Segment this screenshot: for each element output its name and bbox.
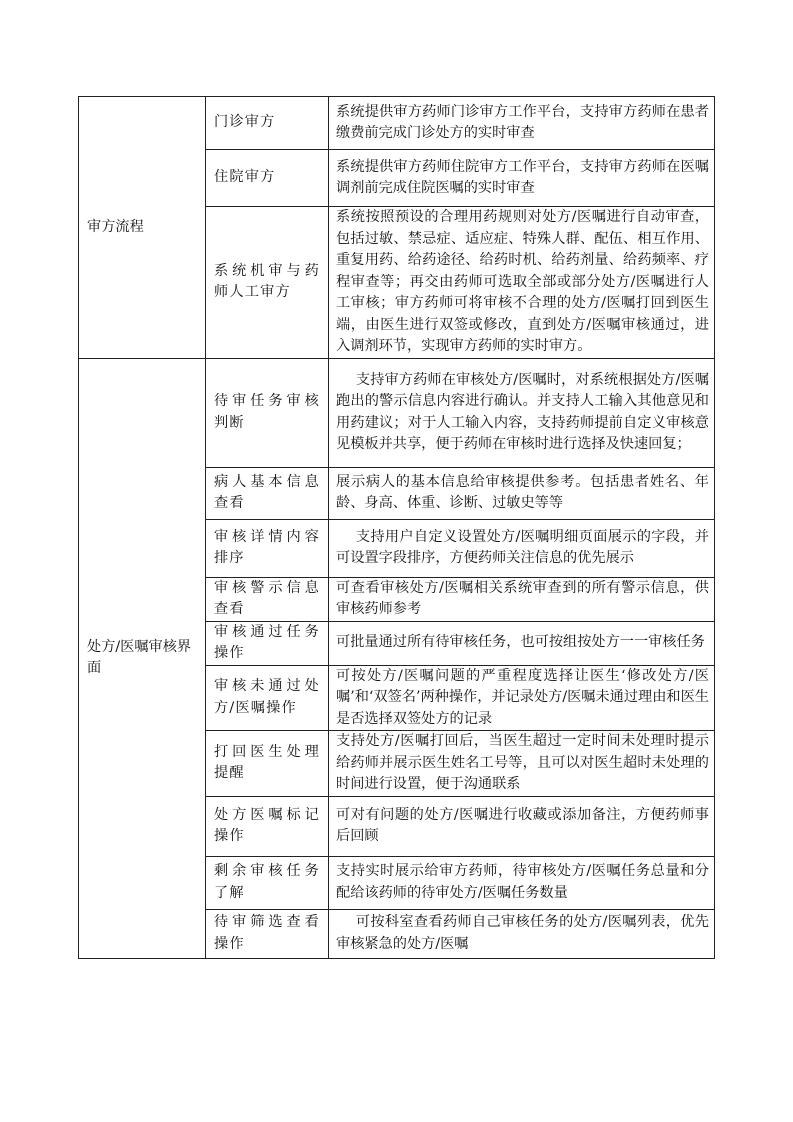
description-cell: 系统提供审方药师住院审方工作平台，支持审方药师在医嘱调剂前完成住院医嘱的实时审查 bbox=[329, 150, 715, 207]
item-cell: 审核通过任务操作 bbox=[206, 621, 329, 665]
item-cell: 审核未通过处方/医嘱操作 bbox=[206, 665, 329, 731]
item-cell: 审核详情内容排序 bbox=[206, 519, 329, 577]
description-cell: 支持用户自定义设置处方/医嘱明细页面展示的字段，并可设置字段排序，方便药师关注信息的优先展示 bbox=[329, 519, 715, 577]
description-cell: 支持处方/医嘱打回后，当医生超过一定时间未处理时提示给药师并展示医生姓名工号等，且可以对医生超时未处理的时间进行设置，便于沟通联系 bbox=[329, 731, 715, 797]
description-cell: 系统提供审方药师门诊审方工作平台，支持审方药师在患者缴费前完成门诊处方的实时审查 bbox=[329, 97, 715, 150]
item-cell: 待审筛选查看操作 bbox=[206, 909, 329, 958]
category-cell: 处方/医嘱审核界面 bbox=[79, 358, 206, 958]
description-cell: 系统按照预设的合理用药规则对处方/医嘱进行自动审查，包括过敏、禁忌症、适应症、特殊人群、配伍、相互作用、重复用药、给药途径、给药时机、给药剂量、给药频率、疗程审查等；再交由药师可选取全部或部分处方/医嘱进行人工审核；审方药师可将审核不合理的处方/医嘱打回到医生端，由医生进行双签或修改，直到处方/医嘱审核通过，进入调剂环节，实现审方药师的实时审方。 bbox=[329, 207, 715, 359]
description-cell: 可查看审核处方/医嘱相关系统审查到的所有警示信息，供审核药师参考 bbox=[329, 577, 715, 621]
description-cell: 支持审方药师在审核处方/医嘱时，对系统根据处方/医嘱跑出的警示信息内容进行确认。并支持人工输入其他意见和用药建议；对于人工输入内容，支持药师提前自定义审核意见模板并共享，便于药师在审核时进行选择及快速回复； bbox=[329, 358, 715, 467]
description-cell: 可对有问题的处方/医嘱进行收藏或添加备注，方便药师事后回顾 bbox=[329, 796, 715, 856]
table-row bbox=[79, 97, 715, 150]
description-cell: 可按处方/医嘱问题的严重程度选择让医生‘修改处方/医嘱’和‘双签名’两种操作，并记录处方/医嘱未通过理由和医生是否选择双签处方的记录 bbox=[329, 665, 715, 731]
item-cell: 病人基本信息查看 bbox=[206, 467, 329, 519]
item-cell: 门诊审方 bbox=[206, 97, 329, 150]
category-cell: 审方流程 bbox=[79, 97, 206, 359]
item-cell: 待审任务审核判断 bbox=[206, 358, 329, 467]
item-cell: 审核警示信息查看 bbox=[206, 577, 329, 621]
table-row bbox=[79, 358, 715, 467]
item-cell: 系统机审与药师人工审方 bbox=[206, 207, 329, 359]
table-body bbox=[79, 97, 715, 959]
description-cell: 支持实时展示给审方药师，待审核处方/医嘱任务总量和分配给该药师的待审处方/医嘱任务数量 bbox=[329, 856, 715, 909]
item-cell: 处方医嘱标记操作 bbox=[206, 796, 329, 856]
spec-table bbox=[78, 96, 715, 959]
item-cell: 住院审方 bbox=[206, 150, 329, 207]
description-cell: 可按科室查看药师自己审核任务的处方/医嘱列表，优先审核紧急的处方/医嘱 bbox=[329, 909, 715, 958]
description-cell: 可批量通过所有待审核任务，也可按组按处方一一审核任务 bbox=[329, 621, 715, 665]
item-cell: 剩余审核任务了解 bbox=[206, 856, 329, 909]
description-cell: 展示病人的基本信息给审核提供参考。包括患者姓名、年龄、身高、体重、诊断、过敏史等等 bbox=[329, 467, 715, 519]
item-cell: 打回医生处理提醒 bbox=[206, 731, 329, 797]
